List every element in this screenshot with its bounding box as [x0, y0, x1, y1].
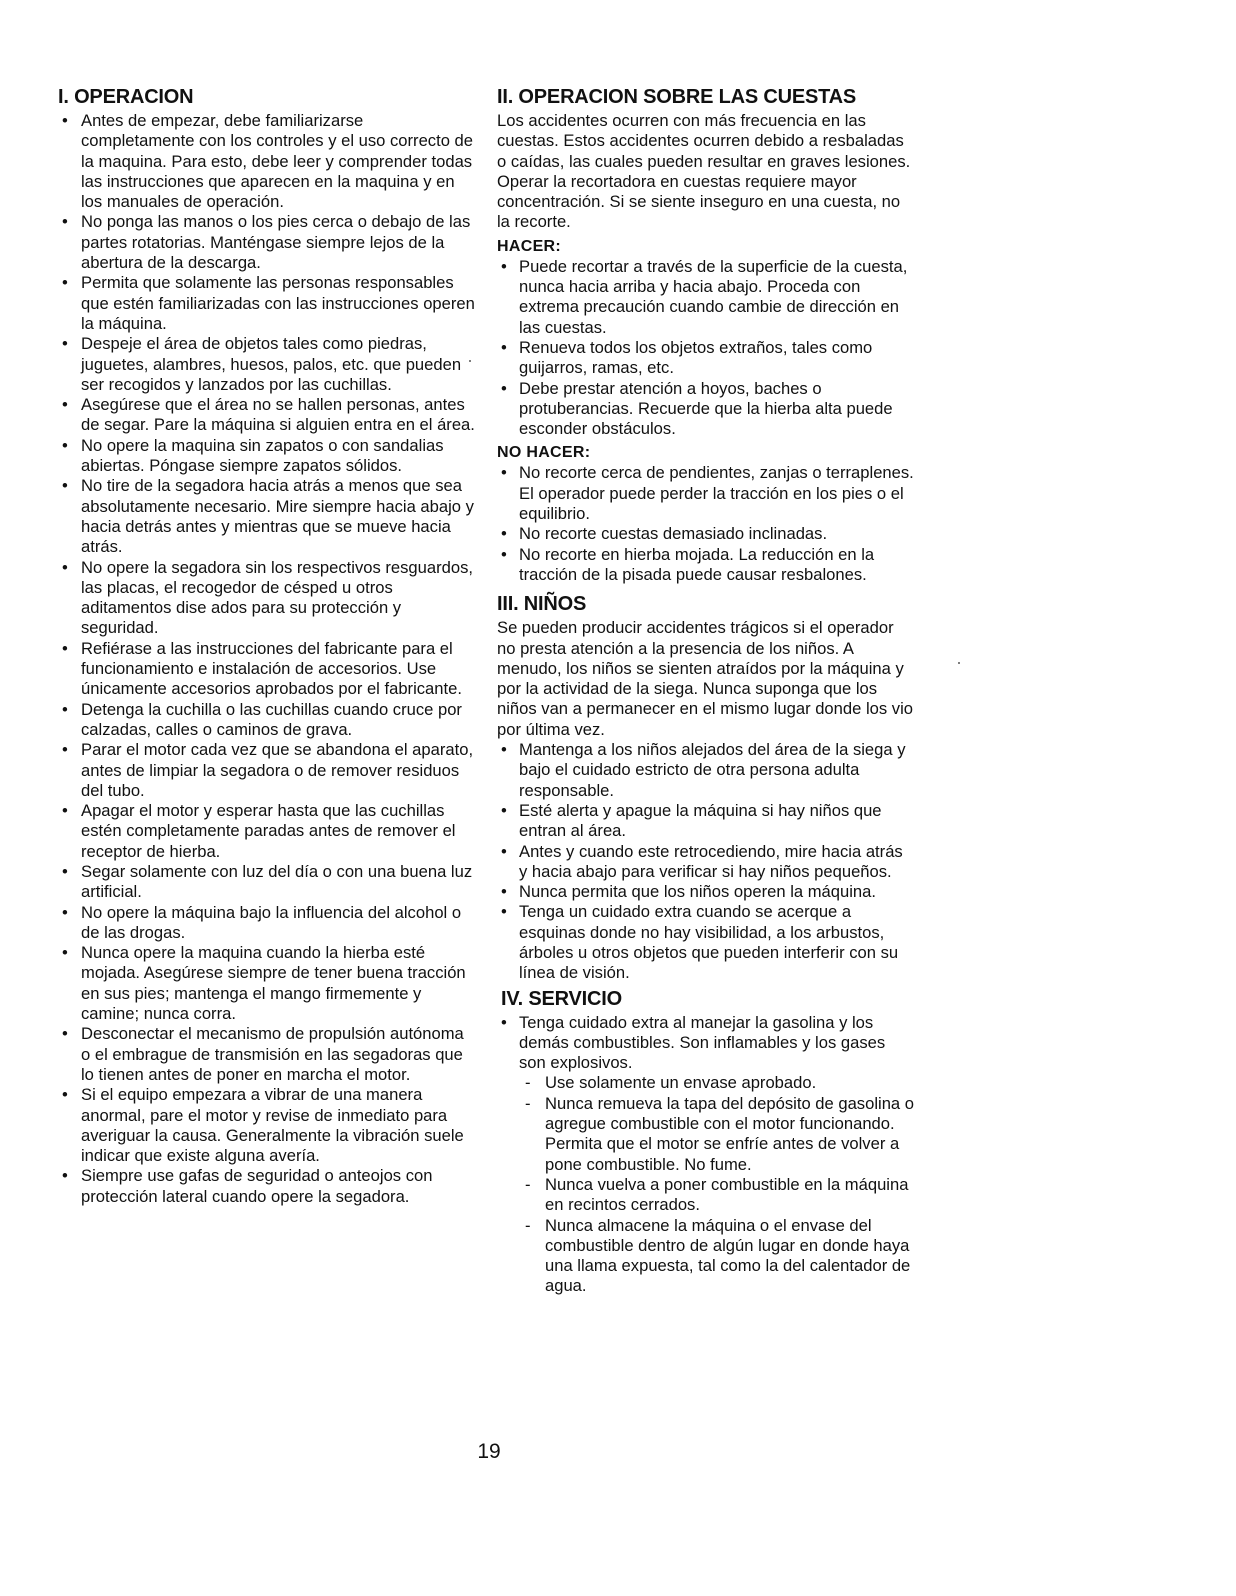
list-item: • No ponga las manos o los pies cerca o debajo de las partes rotatorias. Manténgase siempre lejos de la abertura de la descarga.	[58, 212, 476, 273]
list-item: • No recorte en hierba mojada. La reducción en la tracción de la pisada puede causar resbalones.	[497, 545, 915, 586]
list-item: - Nunca remueva la tapa del depósito de gasolina o agregue combustible con el motor funcionando. Permita que el motor se enfríe antes de volver a pone combustible. No fume.	[497, 1094, 915, 1175]
list-item: • Si el equipo empezara a vibrar de una manera anormal, pare el motor y revise de inmediato para averiguar la causa. Generalmente la vibración suele indicar que existe alguna avería.	[58, 1085, 476, 1166]
list-item: • Debe prestar atención a hoyos, baches o protuberancias. Recuerde que la hierba alta puede esconder obstáculos.	[497, 379, 915, 440]
list-item: • Desconectar el mecanismo de propulsión autónoma o el embrague de transmisión en las segadoras que lo tienen antes de poner en marcha el motor.	[58, 1024, 476, 1085]
servicio-bullet-text: Tenga cuidado extra al manejar la gasolina y los demás combustibles. Son inflamables y los gases son explosivos.	[519, 1012, 886, 1073]
cuestas-intro: Los accidentes ocurren con más frecuencia en las cuestas. Estos accidentes ocurren debido a resbaladas o caídas, las cuales pueden resultar en graves lesiones. Operar la recortadora en cuestas requiere mayor concentración. Si se siente inseguro en una cuesta, no la recorte.	[497, 111, 911, 232]
list-item: • Refiérase a las instrucciones del fabricante para el funcionamiento e instalación de accesorios. Use únicamente accesorios aprobados por el fabricante.	[58, 639, 476, 700]
list-item: • Detenga la cuchilla o las cuchillas cuando cruce por calzadas, calles o caminos de grava.	[58, 700, 476, 741]
list-item: • No opere la segadora sin los respectivos resguardos, las placas, el recogedor de césped u otros aditamentos dise ados para su protección y seguridad.	[58, 558, 476, 639]
section-ninos-title: III. NIÑOS	[497, 593, 587, 616]
list-item: • Esté alerta y apague la máquina si hay niños que entran al área.	[497, 801, 915, 842]
list-item: • Antes de empezar, debe familiarizarse completamente con los controles y el uso correcto de la maquina. Para esto, debe leer y comprender todas las instrucciones que aparecen en la maquina y en los manuales de operación.	[58, 111, 476, 212]
section-cuestas-title: II. OPERACION SOBRE LAS CUESTAS	[497, 86, 857, 108]
list-item: • Renueva todos los objetos extraños, tales como guijarros, ramas, etc.	[497, 338, 915, 379]
list-item: • Nunca opere la maquina cuando la hierba esté mojada. Asegúrese siempre de tener buena tracción en sus pies; mantenga el mango firmemente y camine; nunca corra.	[58, 943, 476, 1024]
list-item: • Permita que solamente las personas responsables que estén familiarizadas con las instrucciones operen la máquina.	[58, 273, 476, 334]
ninos-list	[497, 740, 915, 984]
section-operacion-title: I. OPERACION	[58, 86, 194, 108]
list-item	[497, 1013, 915, 1074]
left-column	[58, 86, 476, 1207]
no-hacer-list	[497, 463, 915, 585]
list-item: • Apagar el motor y esperar hasta que las cuchillas estén completamente paradas antes de remover el receptor de hierba.	[58, 801, 476, 862]
list-item: • No opere la maquina sin zapatos o con sandalias abiertas. Póngase siempre zapatos sólidos.	[58, 436, 476, 477]
list-item: • Antes y cuando este retrocediendo, mire hacia atrás y hacia abajo para verificar si hay niños pequeños.	[497, 842, 915, 883]
page-number: 19	[477, 1440, 501, 1463]
hacer-heading: HACER:	[497, 237, 562, 255]
list-item: • Despeje el área de objetos tales como piedras, juguetes, alambres, huesos, palos, etc. que pueden ser recogidos y lanzados por las cuchillas.	[58, 334, 476, 395]
servicio-sub-list	[497, 1073, 915, 1296]
list-item: • Segar solamente con luz del día o con una buena luz artificial.	[58, 862, 476, 903]
list-item: • No opere la máquina bajo la influencia del alcohol o de las drogas.	[58, 903, 476, 944]
list-item: • Asegúrese que el área no se hallen personas, antes de segar. Pare la máquina si alguien entra en el área.	[58, 395, 476, 436]
section-servicio-title: IV. SERVICIO	[501, 987, 622, 1010]
no-hacer-heading: NO HACER:	[497, 444, 591, 462]
ninos-intro: Se pueden producir accidentes trágicos si el operador no presta atención a la presencia de los niños. A menudo, los niños se sienten atraídos por la máquina y por la actividad de la siega. Nunca suponga que los niños van a permanecer en el mismo lugar donde los vio por última vez.	[497, 618, 913, 739]
scan-speck	[469, 360, 471, 362]
list-item: • No recorte cuestas demasiado inclinadas.	[497, 524, 915, 544]
list-item: • Parar el motor cada vez que se abandona el aparato, antes de limpiar la segadora o de remover residuos del tubo.	[58, 740, 476, 801]
list-item: • Mantenga a los niños alejados del área de la siega y bajo el cuidado estricto de otra persona adulta responsable.	[497, 740, 915, 801]
scan-speck	[958, 662, 960, 664]
list-item: • No recorte cerca de pendientes, zanjas o terraplenes. El operador puede perder la tracción en los pies o el equilibrio.	[497, 463, 915, 524]
hacer-list	[497, 257, 915, 440]
list-item: • No tire de la segadora hacia atrás a menos que sea absolutamente necesario. Mire siempre hacia abajo y hacia detrás antes y mientras que se mueve hacia atrás.	[58, 476, 476, 557]
operacion-list	[58, 111, 476, 1207]
servicio-list	[497, 1013, 915, 1074]
list-item: • Tenga un cuidado extra cuando se acerque a esquinas donde no hay visibilidad, a los arbustos, árboles u otros objetos que pueden interferir con su línea de visión.	[497, 902, 915, 983]
list-item: - Use solamente un envase aprobado.	[497, 1073, 915, 1093]
list-item: - Nunca almacene la máquina o el envase del combustible dentro de algún lugar en donde haya una llama expuesta, tal como la del calentador de agua.	[497, 1216, 915, 1297]
right-column	[497, 86, 915, 1297]
list-item: • Nunca permita que los niños operen la máquina.	[497, 882, 915, 902]
list-item: • Puede recortar a través de la superficie de la cuesta, nunca hacia arriba y hacia abajo. Proceda con extrema precaución cuando cambie de dirección en las cuestas.	[497, 257, 915, 338]
list-item: • Siempre use gafas de seguridad o anteojos con protección lateral cuando opere la segadora.	[58, 1166, 476, 1207]
list-item: - Nunca vuelva a poner combustible en la máquina en recintos cerrados.	[497, 1175, 915, 1216]
